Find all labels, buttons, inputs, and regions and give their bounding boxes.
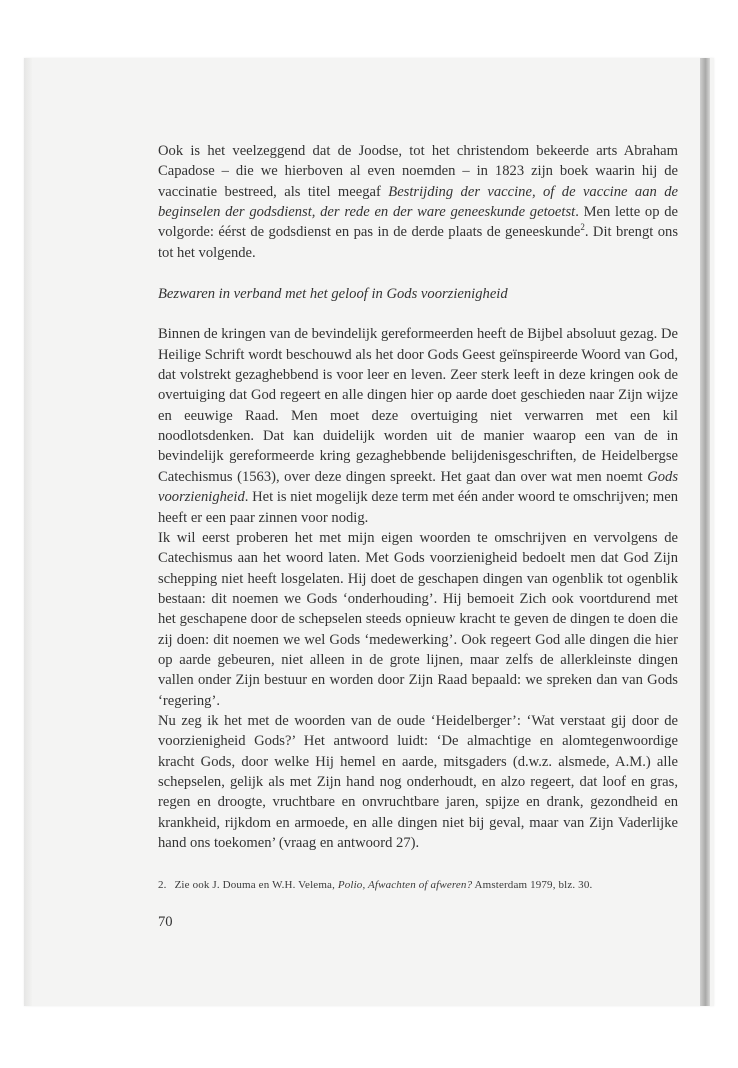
emphasized-term: Gods voorzienigheid xyxy=(158,468,678,506)
paragraph-text: Ook is het veelzeggend dat de Joodse, tot het christendom bekeerde arts Abraham Capadose – die we hierboven al even noemden – in 1823 zijn boek waarin hij de vaccinatie bestreed, als titel meegaf xyxy=(158,143,678,200)
paragraph-voorzienigheid: Ik wil eerst proberen het met mijn eigen woorden te omschrijven en vervolgens de Catechismus aan het woord laten. Met Gods voorzienigheid bedoelt men dat God Zijn schepping niet heeft losgelaten. Hij doet de geschapen dingen van ogenblik tot ogenblik bestaan: dit noemen we Gods ‘onderhouding’. Hij bemoeit Zich ook voortdurend met het geschapene door de schepselen steeds opnieuw kracht te geven de dingen te doen die zij doen: dit noemen we wel Gods ‘medewerking’. Ook regeert God alle dingen die hier op aarde gebeuren, niet alleen in de grote lijnen, maar zelfs de allerkleinste dingen vallen onder Zijn bestuur en worden door Zijn Raad bepaald: we spreken dan van Gods ‘regering’. xyxy=(158,529,678,709)
page-edge-right xyxy=(700,58,710,1006)
footnote-text: Amsterdam 1979, blz. 30. xyxy=(472,879,593,891)
paragraph-heidelberger: Nu zeg ik het met de woorden van de oude ‘Heidelberger’: ‘Wat verstaat gij door de voorzienigheid Gods?’ Het antwoord luidt: ‘De almachtige en alomtegenwoordige kracht Gods, door welke Hij hemel en aarde, mitsgaders (d.w.z. alsmede, A.M.) alle schepselen, gelijk als met Zijn hand nog onderhoudt, en alzo regeert, dat loof en gras, regen en droogte, vruchtbare en onvruchtbare jaren, spijze en drank, gezondheid en krankheid, rijkdom en armoede, en alle dingen niet bij geval, maar van Zijn Vaderlijke hand ons toekomen’ (vraag en antwoord 27). xyxy=(158,712,678,851)
footnote-text: Zie ook J. Douma en W.H. Velema, xyxy=(174,879,338,891)
footnote xyxy=(158,878,678,892)
footnote-number: 2. xyxy=(158,879,167,891)
footnote-reference: 2 xyxy=(580,222,585,233)
footnote-book-title: Polio, Afwachten of afweren? xyxy=(337,879,473,891)
paragraph-text: . Men lette op de volgorde: éérst de godsdienst en pas in de derde plaats de geneeskunde xyxy=(158,204,678,241)
body-text xyxy=(158,141,678,853)
paragraph-text: . Dit brengt ons tot het volgende. xyxy=(158,224,678,261)
paragraph-text: . Het is niet mogelijk deze term met één ander woord te omschrijven; men heeft er een paar zinnen voor nodig. xyxy=(158,489,678,526)
section-heading: Bezwaren in verband met het geloof in Gods voorzienigheid xyxy=(158,286,508,303)
paragraph-text: Binnen de kringen van de bevindelijk gereformeerden heeft de Bijbel absoluut gezag. De Heilige Schrift wordt beschouwd als het door Gods Geest geïnspireerde Woord van God, dat volstrekt gezaghebbend is voor leer en leven. Zeer sterk leeft in deze kringen ook de overtuiging dat God regeert en alle dingen hier op aarde doet geschieden naar Zijn wijze en eeuwige Raad. Men moet deze overtuiging niet verwarren met een kil noodlotsdenken. Dat kan duidelijk worden uit de manier waarop een van de in bevindelijk gereformeerde kring gezaghebbende belijdenisgeschriften, de Heidelbergse Catechismus (1563), over deze dingen spreekt. Het gaat dan over wat men noemt xyxy=(158,326,678,485)
page-number: 70 xyxy=(158,914,173,930)
paragraph-bijbel xyxy=(158,324,678,527)
book-title: Bestrijding der vaccine, of de vaccine aan de beginselen der godsdienst, der rede en der ware geneeskunde getoetst xyxy=(158,183,678,221)
paragraph-capadose xyxy=(158,141,678,263)
page-edge-left xyxy=(24,58,32,1006)
